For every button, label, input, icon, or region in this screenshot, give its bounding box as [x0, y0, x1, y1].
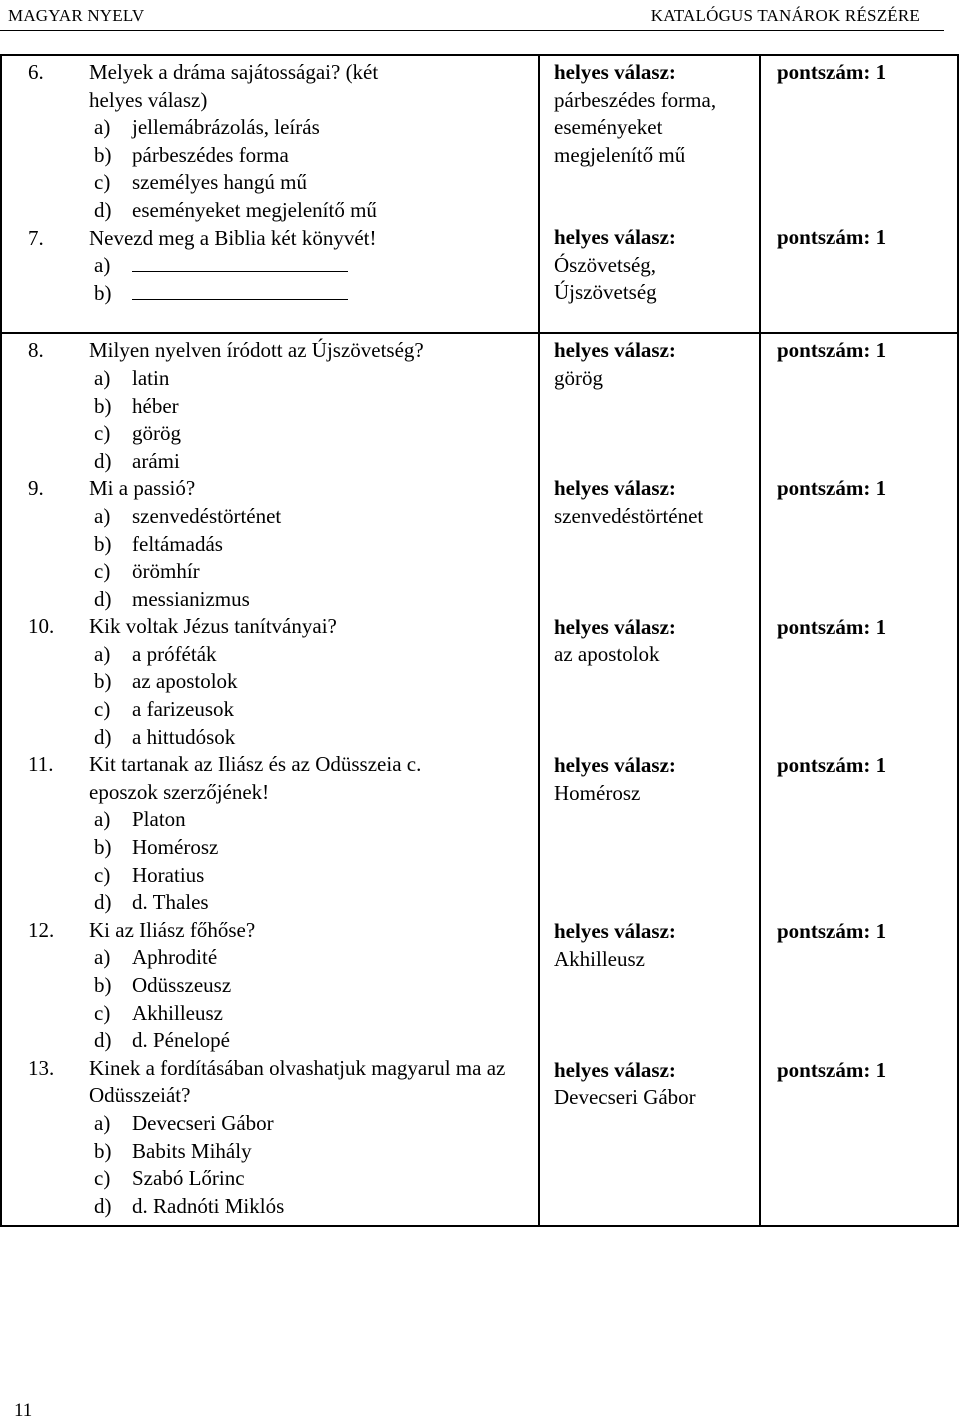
list-item: c) görög: [94, 421, 181, 446]
question-12: 12. Ki az Iliász főhőse?: [28, 917, 256, 942]
list-item: d) messianizmus: [94, 586, 250, 611]
list-item: c) Szabó Lőrinc: [94, 1166, 245, 1191]
page-number: 11: [14, 1400, 33, 1421]
list-item: a) a próféták: [94, 641, 217, 666]
answer-9: helyes válasz: szenvedéstörténet: [554, 476, 704, 528]
list-item: b) Babits Mihály: [94, 1138, 252, 1163]
points-6: pontszám: 1: [777, 60, 887, 84]
list-item: c) Akhilleusz: [94, 1000, 223, 1025]
list-item: c) a farizeusok: [94, 697, 235, 722]
question-13: 13. Kinek a fordításában olvashatjuk magyarul ma az Odüsszeiát?: [28, 1055, 506, 1108]
question-table: [0, 54, 959, 1227]
question-11: 11. Kit tartanak az Iliász és az Odüsszeia c. eposzok szerzőjének!: [28, 752, 422, 804]
list-item: c) személyes hangú mű: [94, 170, 307, 195]
question-number: 6.: [28, 60, 44, 84]
list-item: d) d. Thales: [94, 890, 209, 915]
option-list: [28, 114, 538, 224]
list-item: a) jellemábrázolás, leírás: [94, 115, 320, 140]
answer-blank: [132, 281, 348, 300]
question-number: 7.: [28, 225, 44, 250]
header-rule: [0, 30, 944, 31]
answer-13: helyes válasz: Devecseri Gábor: [554, 1057, 696, 1110]
points-cell: [760, 333, 958, 1226]
list-item: a) Aphrodité: [94, 945, 218, 970]
list-item: a): [94, 252, 538, 280]
list-item: a) szenvedéstörténet: [94, 503, 282, 528]
question-cell: [1, 55, 539, 333]
list-item: d) eseményeket megjelenítő mű: [94, 197, 377, 222]
question-7: [28, 225, 538, 253]
list-item: a) latin: [94, 365, 170, 390]
question-9: 9. Mi a passió?: [28, 476, 196, 501]
list-item: b) Homérosz: [94, 835, 219, 860]
header-subject: MAGYAR NYELV: [8, 6, 145, 25]
points-9: pontszám: 1: [777, 476, 887, 501]
answer-10: helyes válasz: az apostolok: [554, 614, 676, 667]
answer-cell: [539, 55, 760, 333]
answer-blank: [132, 253, 348, 272]
points-7: pontszám: 1: [777, 225, 887, 249]
points-11: pontszám: 1: [777, 753, 887, 778]
question-10: 10. Kik voltak Jézus tanítványai?: [28, 614, 337, 639]
list-item: d) a hittudósok: [94, 724, 236, 749]
answer-8: helyes válasz: görög: [554, 338, 676, 390]
points-10: pontszám: 1: [777, 614, 887, 639]
table-row: [1, 55, 958, 333]
table-row: [1, 333, 958, 1226]
list-item: d) arámi: [94, 448, 180, 473]
option-list: [28, 252, 538, 307]
list-item: a) Platon: [94, 807, 186, 832]
question-8: 8. Milyen nyelven íródott az Újszövetség?: [28, 338, 424, 363]
list-item: b) Odüsszeusz: [94, 973, 232, 997]
answer-7: helyes válasz: Ószövetség, Újszövetség: [554, 225, 676, 305]
points-8: pontszám: 1: [777, 338, 887, 363]
list-item: b) az apostolok: [94, 669, 238, 694]
list-item: b): [94, 280, 538, 308]
answer-cell: [539, 333, 760, 1226]
option-list: [28, 503, 538, 613]
answer-11: helyes válasz: Homérosz: [554, 753, 676, 805]
option-list: [28, 806, 538, 916]
answer-6: helyes válasz: párbeszédes forma, eseményeket megjelenítő mű: [554, 60, 717, 167]
list-item: c) örömhír: [94, 559, 200, 584]
option-list: [28, 1110, 538, 1220]
points-cell: [760, 55, 958, 333]
list-item: b) feltámadás: [94, 531, 223, 556]
list-item: a) Devecseri Gábor: [94, 1110, 274, 1135]
answer-12: helyes válasz: Akhilleusz: [554, 919, 676, 971]
question-6: [28, 59, 538, 114]
header-catalog: KATALÓGUS TANÁROK RÉSZÉRE: [650, 6, 920, 25]
points-13: pontszám: 1: [777, 1057, 887, 1082]
option-list: [28, 365, 538, 475]
list-item: c) Horatius: [94, 862, 205, 887]
list-item: d) d. Radnóti Miklós: [94, 1193, 285, 1218]
option-list: [28, 944, 538, 1054]
list-item: b) héber: [94, 393, 179, 418]
question-cell: [1, 333, 539, 1226]
list-item: b) párbeszédes forma: [94, 142, 289, 167]
question-text: Melyek a dráma sajátosságai? (két helyes válasz): [89, 60, 379, 112]
option-list: [28, 641, 538, 751]
question-text: Nevezd meg a Biblia két könyvét!: [89, 225, 377, 250]
page-header: [0, 0, 960, 30]
points-12: pontszám: 1: [777, 919, 887, 944]
list-item: d) d. Pénelopé: [94, 1028, 230, 1053]
